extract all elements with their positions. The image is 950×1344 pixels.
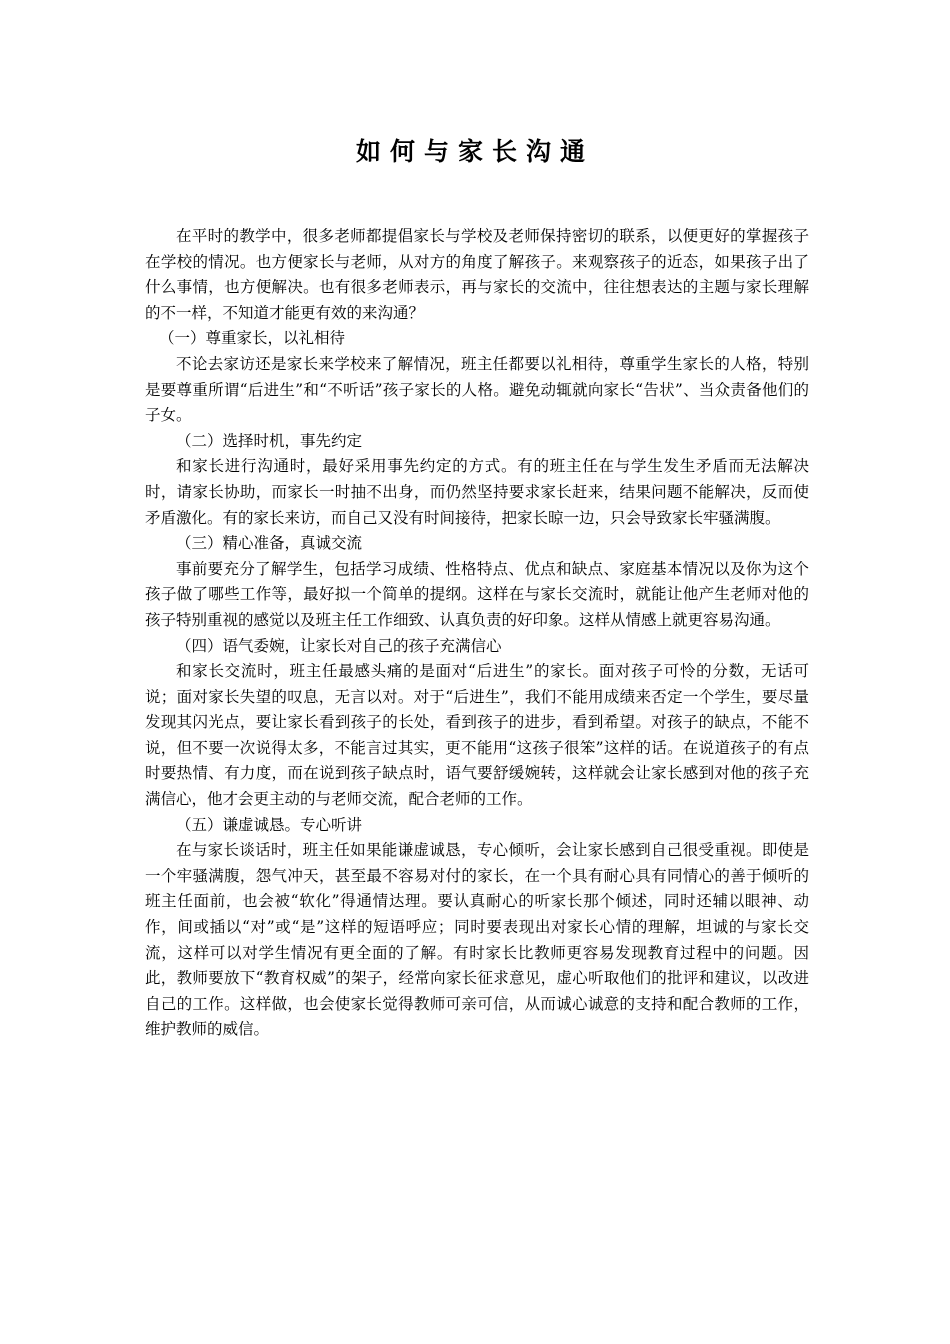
section-body-3: 事前要充分了解学生，包括学习成绩、性格特点、优点和缺点、家庭基本情况以及你为这个孩子做了哪些工作等，最好拟一个简单的提纲。这样在与家长交流时，就能让他产生老师对他的孩子特别重视的感觉以及班主任工作细致、认真负责的好印象。这样从情感上就更容易沟通。 <box>145 559 809 629</box>
section-heading-1: （一）尊重家长，以礼相待 <box>158 329 345 348</box>
section-body-1: 不论去家访还是家长来学校来了解情况，班主任都要以礼相待，尊重学生家长的人格，特别是要尊重所谓“后进生”和“不听话”孩子家长的人格。避免动辄就向家长“告状”、当众责备他们的子女。 <box>145 354 809 425</box>
section-heading-4: （四）语气委婉，让家长对自己的孩子充满信心 <box>176 636 502 655</box>
section-body-4: 和家长交流时，班主任最感头痛的是面对“后进生”的家长。面对孩子可怜的分数，无话可说；面对家长失望的叹息，无言以对。对于“后进生”，我们不能用成绩来否定一个学生，要尽量发现其闪光点，要让家长看到孩子的长处，看到孩子的进步，看到希望。对孩子的缺点，不能不说，但不要一次说得太多，不能言过其实，更不能用“这孩子很笨”这样的话。在说道孩子的有点时要热情、有力度，而在说到孩子缺点时，语气要舒缓婉转，这样就会让家长感到对他的孩子充满信心，他才会更主动的与老师交流，配合老师的工作。 <box>145 662 809 809</box>
document-body <box>145 224 809 1043</box>
section-body-2: 和家长进行沟通时，最好采用事先约定的方式。有的班主任在与学生发生矛盾而无法解决时，请家长协助，而家长一时抽不出身，而仍然坚持要求家长赶来，结果问题不能解决，反而使矛盾激化。有的家长来访，而自己又没有时间接待，把家长晾一边，只会导致家长牢骚满腹。 <box>145 457 809 527</box>
section-heading-5: （五）谦虚诚恳。专心听讲 <box>176 815 363 834</box>
section-heading-3: （三）精心准备，真诚交流 <box>176 534 363 553</box>
section-body-5: 在与家长谈话时，班主任如果能谦虚诚恳，专心倾听，会让家长感到自己很受重视。即使是一个牢骚满腹，怨气冲天，甚至最不容易对付的家长，在一个具有耐心具有同情心的善于倾听的班主任面前，也会被“软化”得通情达理。要认真耐心的听家长那个倾述，同时还辅以眼神、动作，间或插以“对”或“是”这样的短语呼应；同时要表现出对家长心情的理解，坦诚的与家长交流，这样可以对学生情况有更全面的了解。有时家长比教师更容易发现教育过程中的问题。因此，教师要放下“教育权威”的架子，经常向家长征求意见，虚心听取他们的批评和建议，以改进自己的工作。这样做，也会使家长觉得教师可亲可信，从而诚心诚意的支持和配合教师的工作，维护教师的威信。 <box>145 841 809 1039</box>
intro-paragraph: 在平时的教学中，很多老师都提倡家长与学校及老师保持密切的联系，以便更好的掌握孩子在学校的情况。也方便家长与老师，从对方的角度了解孩子。来观察孩子的近态，如果孩子出了什么事情，也方便解决。也有很多老师表示，再与家长的交流中，往往想表达的主题与家长理解的不一样，不知道才能更有效的来沟通？ <box>145 227 809 322</box>
document-title: 如何与家长沟通 <box>355 137 594 166</box>
section-heading-2: （二）选择时机，事先约定 <box>176 431 363 450</box>
